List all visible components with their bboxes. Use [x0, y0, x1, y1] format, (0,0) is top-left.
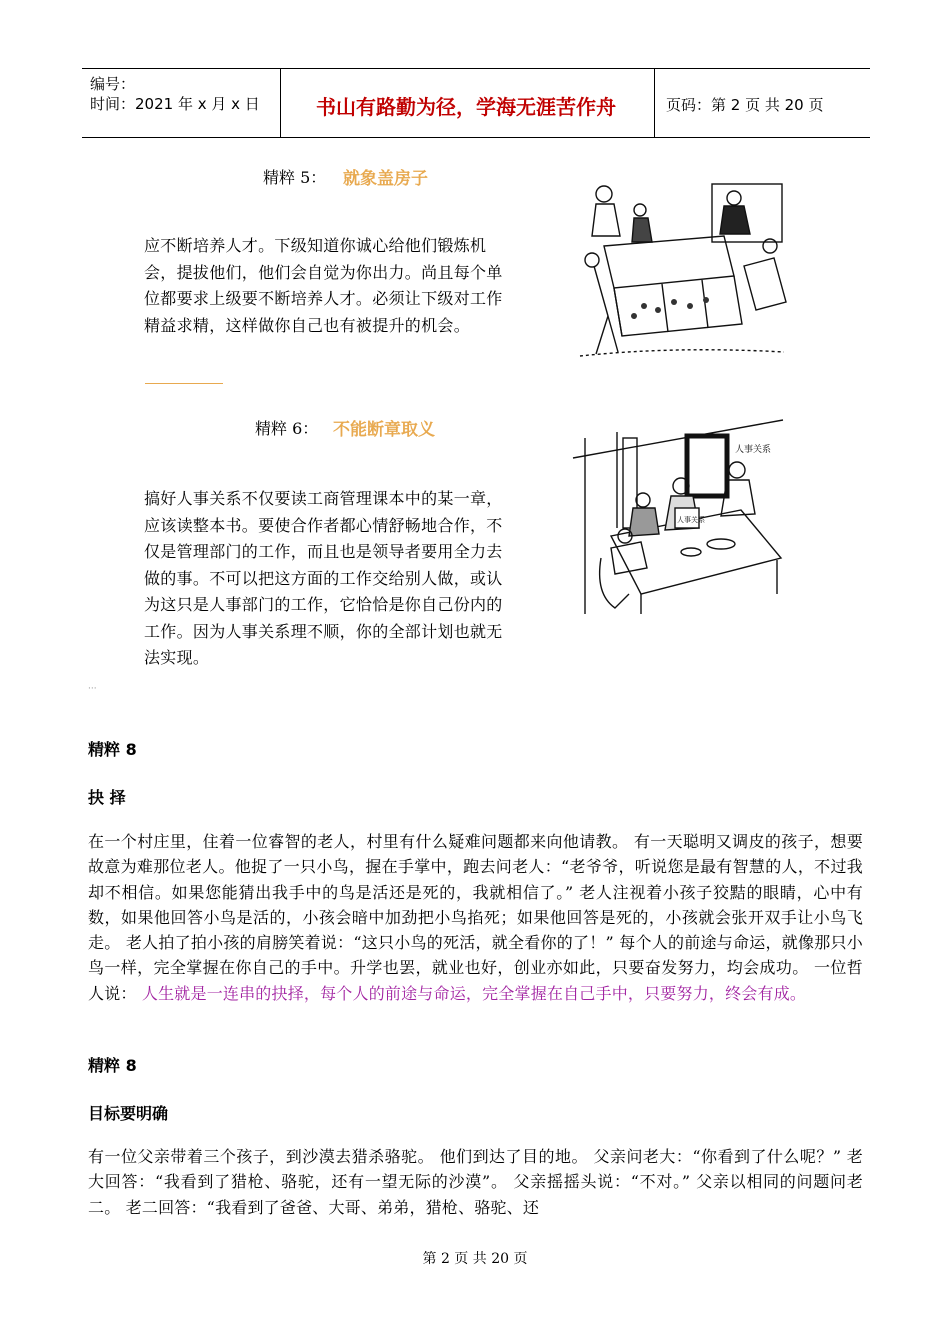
story1-body-text: 在一个村庄里，住着一位睿智的老人，村里有什么疑难问题都来向他请教。 有一天聪明又调皮的孩子，想要故意为难那位老人。他捉了一只小鸟，握在手掌中，跑去问老人：“老爷爷，听说您是最有智慧的人，不过我却不相信。如果您能猜出我手中的鸟是活还是死的，我就相信了。” 老人注视着小孩子狡黠的眼睛，心中有数，如果他回答小鸟是活的，小孩会暗中加劲把小鸟掐死；如果他回答是死的，小孩就会张开双手让小鸟飞走。 老人拍了拍小孩的肩膀笑着说：“这只小鸟的死活，就全看你的了！” 每个人的前途与命运，就像那只小鸟一样，完全掌握在你自己的手中。升学也罢，就业也好，创业亦如此，只要奋发努力，均会成功。 一位哲人说： [88, 832, 863, 1003]
page-footer: 第 2 页 共 20 页 [422, 1251, 528, 1267]
story1-heading: 精粹 8 [88, 740, 137, 759]
page-header [82, 68, 870, 138]
meeting-book-text: 人事关系 [677, 516, 705, 524]
doc-number-label: 编号： [90, 75, 136, 93]
story1-title: 抉 择 [88, 788, 126, 807]
construction-illustration [574, 176, 796, 360]
paragraph-line: 做的事。不可以把这方面的工作交给别人做，或认 [144, 568, 503, 588]
paragraph-line: 仅是管理部门的工作，而且也是领导者要用全力去 [144, 542, 503, 561]
section-divider [145, 383, 223, 384]
section5-label: 精粹 5： [263, 168, 327, 187]
paragraph-line: 搞好人事关系不仅要读工商管理课本中的某一章， [144, 489, 503, 508]
section5-title: 就象盖房子 [343, 169, 428, 189]
section6-label: 精粹 6： [255, 419, 319, 438]
paragraph-line: 法实现。 [144, 648, 210, 667]
story2-title: 目标要明确 [88, 1104, 169, 1123]
header-page-info: 页码：第 2 页 共 20 页 [666, 96, 824, 114]
story1-quote: 人生就是一连串的抉择，每个人的前途与命运，完全掌握在自己手中，只要努力，终会有成。 [141, 983, 807, 1003]
paragraph-line: 精益求精，这样做你自己也有被提升的机会。 [144, 315, 471, 335]
section6-paragraph [144, 486, 503, 672]
paragraph-line: 位都要求上级要不断培养人才。必须让下级对工作 [144, 289, 503, 308]
paragraph-line: 工作。因为人事关系理不顺，你的全部计划也就无 [144, 621, 503, 641]
header-divider-right [654, 69, 655, 137]
story2-heading: 精粹 8 [88, 1056, 137, 1075]
doc-time-label: 时间：2021 年 x 月 x 日 [90, 95, 260, 113]
paragraph-line: 会，提拔他们，他们会自觉为你出力。尚且每个单 [144, 262, 503, 282]
paragraph-line: 应该读整本书。要使合作者都心情舒畅地合作，不 [144, 515, 503, 535]
meeting-illustration [571, 418, 785, 616]
meeting-sign-text: 人事关系 [735, 445, 772, 455]
section5-paragraph [144, 233, 503, 339]
section6-title: 不能断章取义 [333, 420, 435, 440]
story2-body: 有一位父亲带着三个孩子，到沙漠去猎杀骆驼。 他们到达了目的地。 父亲问老大：“你看到了什么呢？” 老大回答：“我看到了猎枪、骆驼，还有一望无际的沙漠”。 父亲摇摇头说：“不对。” 父亲以相同的问题问老二。 老二回答：“我看到了爸爸、大哥、弟弟，猎枪、骆驼、还 [88, 1147, 863, 1217]
header-motto: 书山有路勤为径，学海无涯苦作舟 [316, 95, 616, 119]
story1-body [88, 829, 863, 1006]
paragraph-line: 应不断培养人才。下级知道你诚心给他们锻炼机 [144, 236, 487, 255]
stray-mark: ··· [88, 684, 97, 694]
paragraph-line: 为这只是人事部门的工作，它恰恰是你自己份内的 [144, 595, 503, 614]
